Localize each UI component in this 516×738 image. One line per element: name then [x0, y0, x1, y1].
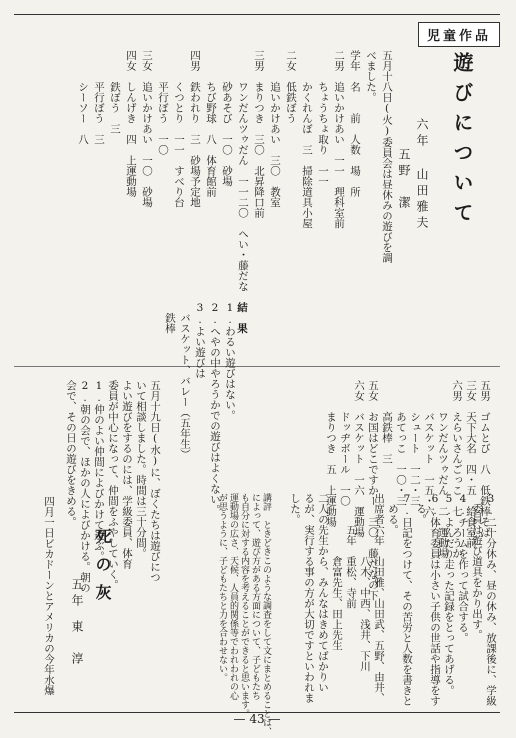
para2-line: 出席者六年 山田雅、山田武、五野、由井、: [373, 493, 385, 703]
article2-author-grade: 五年: [70, 578, 84, 610]
para2-line: 委員は遊び道具をかり出す。: [471, 493, 483, 640]
para2-line: 5.よんだり走った記録をとってあげる。: [443, 493, 455, 696]
para2-line: 7.日記をつけて、その苦労と人数を書きと: [401, 493, 413, 706]
para2-line: る。: [415, 493, 427, 525]
table-line: くつとり 一一 すべり台: [173, 50, 185, 208]
section-header: 児童作品: [418, 22, 500, 47]
table-line: ワンだんツゥだん 一一二〇 へい・藤だな: [237, 50, 249, 292]
note-line: 講評 ときどきこのような調査をして文にまとめることは、: [261, 493, 271, 736]
para2-line: 倉富先生、田上先生: [331, 493, 343, 651]
table-line: 平行ぼう 一〇: [157, 50, 169, 155]
author-grade: 六年 山田雅夫: [415, 118, 429, 232]
table-lower-line: ワンだんツゥだん 二 運動場: [437, 380, 449, 559]
table-line: 平行ぼう 三: [93, 50, 105, 145]
table-line: 砂あそび 一〇 砂場: [221, 50, 233, 187]
article2-title: 死の灰: [93, 528, 112, 612]
table-line: 鉄ぼう 三: [109, 50, 121, 134]
table-lower-line: ドッヂボール 一〇: [339, 380, 351, 506]
para-line: 委員が中心になって、仲間をふやしていく。: [107, 380, 119, 590]
result-line: 2.へやの中やろうかでの遊びはよくない。: [209, 302, 221, 515]
table-lower-line: あてっこ 一〇・三: [395, 380, 407, 506]
table-lower-line: 六男 えらいさんごっこ 七 ろうか: [451, 380, 463, 559]
table-line: ちび野球 八 体育館前: [205, 50, 217, 197]
para2-line: 八木、中西、浅井、下川: [359, 493, 371, 672]
para-line: 会で、その日の遊びをきめる。: [65, 380, 77, 527]
intro-line: 五月十八日(火)委員会は昼休みの遊びを調: [381, 50, 393, 263]
para2-line: した。: [289, 493, 301, 525]
note-line: 運動場の広さ、天候、人員的関係等でわれわれの心: [228, 493, 238, 700]
table-lower-line: 六女 バスケット 一六 運動場: [353, 380, 365, 538]
table-line: 三男 まりつき 三〇 北昇降口前: [253, 50, 265, 218]
table-line: 四女 しんげき 四 上運動場: [125, 50, 137, 197]
article2-author-name: 東 淳: [70, 620, 84, 668]
article2-first-line: 四月一日ビカドーンとアメリカの今年水爆: [43, 496, 55, 696]
para2-line: 3.二十分休み、昼の休み、放課後に、学級: [485, 493, 497, 706]
table-lower-line: まりつき 五 上運動場: [325, 380, 337, 527]
para2-line: 6.体育委員は小さい子供の世話や指導をす: [429, 493, 441, 706]
document-page: [8, 8, 506, 736]
note-line: によって、遊び方がある方面について、子どもたち: [250, 493, 260, 700]
table-lower-line: 高鉄棒 三: [381, 380, 393, 464]
table-line: 二女 低鉄ぼう: [285, 50, 297, 124]
result-line: 1.わるい遊びはない。: [224, 302, 236, 421]
para-line: よい遊びをするのには、学級委員、体育: [121, 380, 133, 569]
table-line: ちょうちょ取り 一一: [317, 50, 329, 187]
table-line: かくれんぼ 三 掃除道具小屋: [301, 50, 313, 229]
table-lower-line: シュート 一二・三: [409, 380, 421, 506]
table-line: 学年 名 前 人数 場 所: [349, 50, 361, 197]
table-line: 四男 鉄われり 三 砂場予定地: [189, 50, 201, 208]
note-line: も自分に対する内容を考えることができると思います。: [239, 493, 249, 718]
para2-line: 五年 重松、寺前: [345, 493, 357, 609]
para2-line: める。: [387, 493, 399, 535]
para-line: 五月十九日(水)に、ぼくたちは遊びにつ: [149, 380, 161, 583]
results-heading: 結 果: [236, 302, 248, 334]
intro-line: べました。: [365, 50, 377, 103]
para-line: 1.仲のよい仲間によびかけて遊ぶ。: [93, 380, 105, 562]
page-number: — 43 —: [233, 712, 281, 726]
para-line: いて相談しました。時間は三十分間。: [135, 380, 147, 559]
middle-rule: [14, 366, 500, 367]
result-line: 鉄棒: [164, 302, 176, 334]
para2-line: 二人の先生から、みんなはきめてばかりい: [317, 493, 329, 693]
table-lower-line: 三女 天下大名 四・五 給食室前: [465, 380, 477, 548]
table-line: 二男 追いかけあい 一一 理科室前: [333, 50, 345, 229]
result-line: バスケット、バレー（五年生）: [179, 302, 191, 460]
note-line: が思うように、子どもたちと力を合わせない。: [217, 493, 227, 682]
para2-line: 4.チームを作って試合する。: [457, 493, 469, 643]
article-title: 遊びについて: [450, 52, 474, 232]
author-name: 五野 潔: [397, 148, 411, 212]
table-line: 三女 追いかけあい 一〇 砂場: [141, 50, 153, 208]
table-lower-line: 五女 お国はどこですかー 三〇 藤だなの下: [367, 380, 379, 601]
result-line: 3.よい遊びは: [194, 302, 206, 379]
table-lower-line: 五男 ゴムとび 八 低鉄棒そば: [479, 380, 491, 538]
para2-line: るが、実行する事の方が大切ですといわれま: [303, 493, 315, 703]
table-lower-line: バスケット 一五・六: [423, 380, 435, 517]
para-line: 2.朝の会で、ほかの人によびかける。朝の: [79, 380, 91, 593]
table-line: 追いかけあい 三〇 教室: [269, 50, 281, 208]
top-rule: [14, 14, 500, 15]
table-line: シーソー 八: [77, 50, 89, 145]
